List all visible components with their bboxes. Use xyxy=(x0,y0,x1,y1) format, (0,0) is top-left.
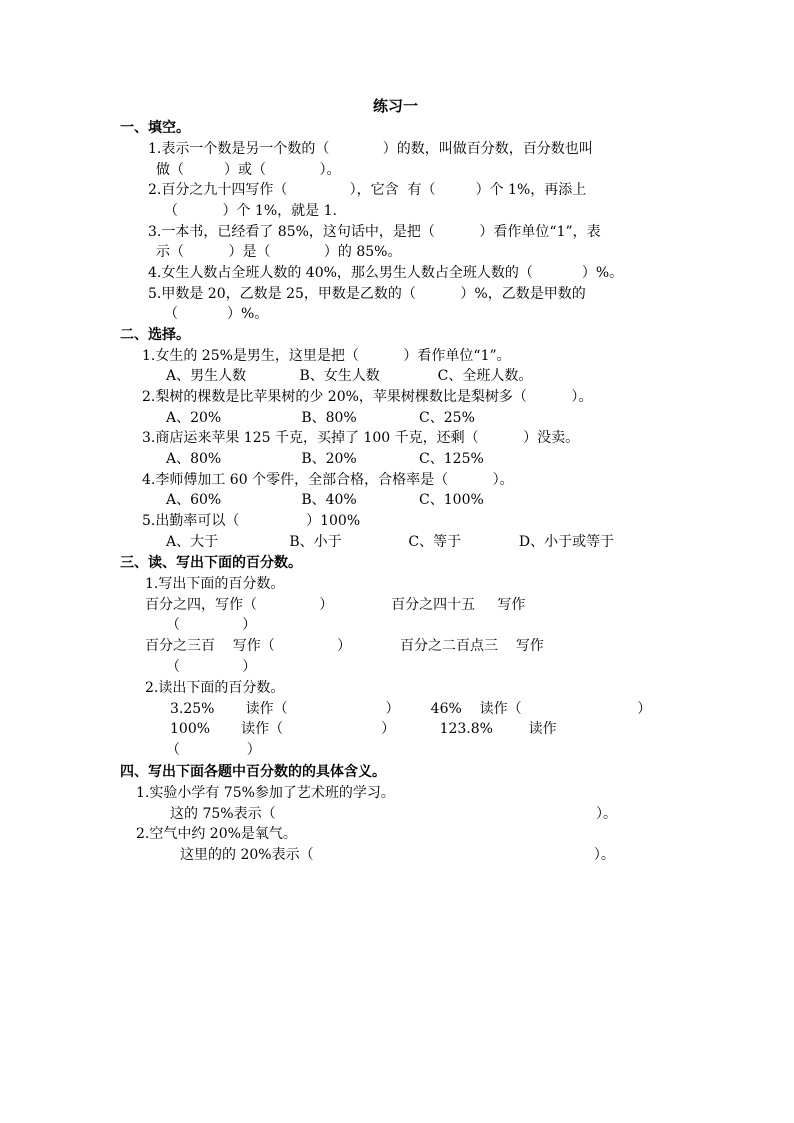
s1-q5-line2: （ ）%。 xyxy=(164,306,269,322)
s3-row4-cont: （ ） xyxy=(166,742,261,758)
s2-q5: 5.出勤率可以（ ）100% xyxy=(142,513,361,529)
section-3-heading: 三、读、写出下面的百分数。 xyxy=(120,555,302,571)
s1-q1-line1: 1.表示一个数是另一个数的（ ）的数，叫做百分数，百分数也叫 xyxy=(148,141,593,157)
s3-row1-cont: （ ） xyxy=(166,617,257,633)
s1-q2-line1: 2.百分之九十四写作（ ），它含 有（ ）个 1%，再添上 xyxy=(148,182,587,198)
s2-q3: 3.商店运来苹果 125 千克，买掉了 100 千克，还剩（ ）没卖。 xyxy=(142,430,580,446)
s3-row3: 3.25% 读作（ ） 46% 读作（ ） xyxy=(170,701,652,717)
section-1-heading: 一、填空。 xyxy=(120,120,190,136)
s2-q4: 4.李师傅加工 60 个零件，全部合格，合格率是（ ）。 xyxy=(142,472,514,488)
s1-q4: 4.女生人数占全班人数的 40%，那么男生人数占全班人数的（ ）%。 xyxy=(148,265,624,281)
section-4-heading: 四、写出下面各题中百分数的的具体含义。 xyxy=(120,764,386,780)
s4-q1: 1.实验小学有 75%参加了艺术班的学习。 xyxy=(136,785,395,801)
s4-q2: 2.空气中约 20%是氧气。 xyxy=(136,826,297,842)
s1-q3-line1: 3.一本书，已经看了 85%，这句话中，是把（ ）看作单位“1”，表 xyxy=(148,224,601,240)
s1-q2-line2: （ ）个 1%，就是 1. xyxy=(164,203,337,219)
section-2-heading: 二、选择。 xyxy=(120,327,190,343)
s2-q1-options: A、男生人数 B、女生人数 C、全班人数。 xyxy=(166,368,533,384)
s2-q5-options: A、大于 B、小于 C、等于 D、小于或等于 xyxy=(166,534,615,550)
s1-q5-line1: 5.甲数是 20，乙数是 25，甲数是乙数的（ ）%，乙数是甲数的 xyxy=(148,286,586,302)
s1-q1-line2: 做（ ）或（ ）。 xyxy=(156,162,341,178)
s3-row2-cont: （ ） xyxy=(166,659,257,675)
s3-row4: 100% 读作（ ） 123.8% 读作 xyxy=(170,721,557,737)
s2-q4-options: A、60% B、40% C、100% xyxy=(166,492,484,508)
s4-q1-meaning: 这的 75%表示（ ）。 xyxy=(170,806,617,822)
s3-row2: 百分之三百 写作（ ） 百分之二百点三 写作 xyxy=(145,638,544,654)
s2-q2-options: A、20% B、80% C、25% xyxy=(166,410,475,426)
s2-q1: 1.女生的 25%是男生，这里是把（ ）看作单位“1”。 xyxy=(142,348,511,364)
s2-q2: 2.梨树的棵数是比苹果树的少 20%，苹果树棵数比是梨树多（ ）。 xyxy=(142,389,593,405)
s3-part1-prompt: 1.写出下面的百分数。 xyxy=(145,576,285,592)
s4-q2-meaning: 这里的的 20%表示（ ）。 xyxy=(180,847,615,863)
s1-q3-line2: 示（ ）是（ ）的 85%。 xyxy=(156,244,402,260)
s3-part2-prompt: 2.读出下面的百分数。 xyxy=(145,680,285,696)
s3-row1: 百分之四，写作（ ） 百分之四十五 写作 xyxy=(145,597,526,613)
worksheet-title: 练习一 xyxy=(373,97,419,115)
s2-q3-options: A、80% B、20% C、125% xyxy=(166,451,484,467)
